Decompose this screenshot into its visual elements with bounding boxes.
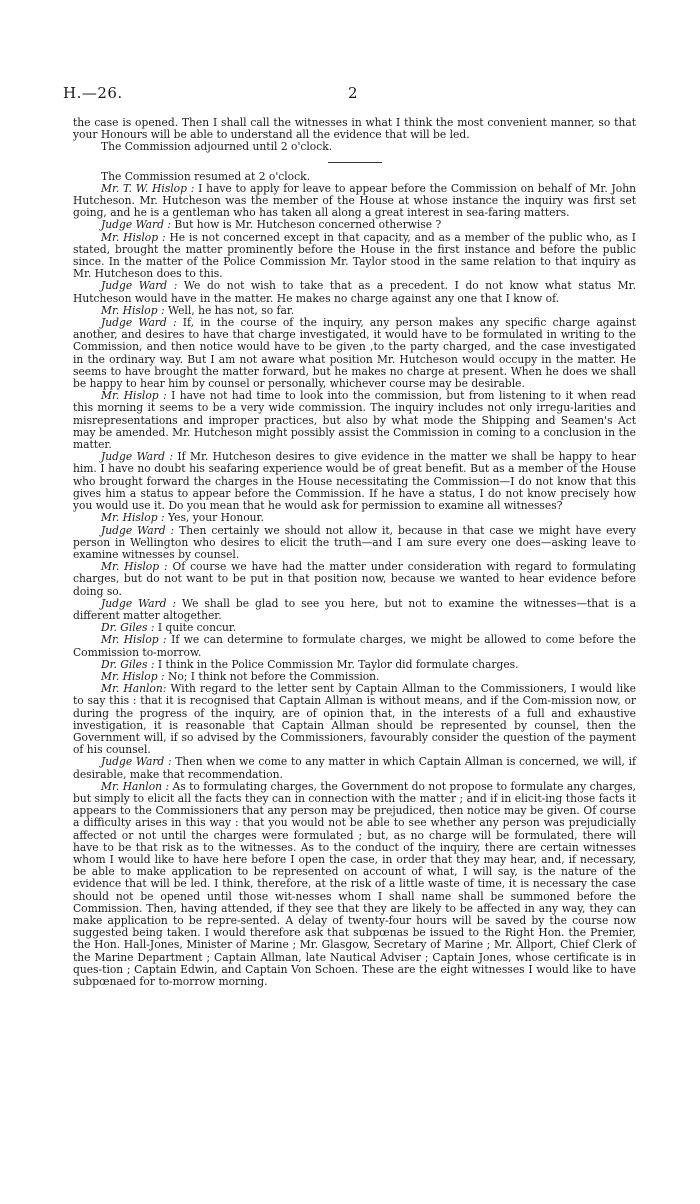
paragraph-text: If we can determine to formulate charges, we might be allowed to come before the Commission to-morrow. — [73, 633, 636, 659]
transcript-paragraph — [73, 525, 636, 562]
paragraph-text: We do not wish to take that as a precedent. I do not know what status Mr. Hutcheson would have in the matter. He makes no charge against any one that I know of. — [73, 279, 636, 305]
transcript-paragraph — [73, 561, 636, 598]
speaker-name: Mr. Hislop : — [101, 511, 165, 525]
paragraph-text: Then when we come to any matter in which Captain Allman is concerned, we will, if desirable, make that recommendation. — [73, 755, 636, 781]
paragraph-text: Well, he has not, so far. — [168, 303, 295, 317]
transcript-paragraph — [73, 117, 636, 141]
speaker-name: Mr. Hislop : — [101, 633, 167, 647]
paragraph-text: If Mr. Hutcheson desires to give evidence in the matter we shall be happy to hear him. I have no doubt his seafaring experience would be of great benefit. But as a member of the House who brought forward the charges in the House necessitating the Commission—I do not know that this gives him a status to appear before the Commission. If he have a status, I do not know precisely how you would use it. Do you mean that he would ask for permission to examine all witnesses? — [73, 450, 636, 513]
speaker-name: Judge Ward : — [101, 316, 177, 330]
transcript-paragraph — [73, 280, 636, 304]
paragraph-text: I think in the Police Commission Mr. Taylor did formulate charges. — [157, 657, 519, 671]
speaker-name: Mr. T. W. Hislop : — [101, 181, 195, 195]
speaker-name: Mr. Hislop : — [101, 389, 167, 403]
document-reference: H.—26. — [63, 84, 123, 102]
page-header — [0, 0, 700, 110]
speaker-name: Judge Ward : — [101, 596, 177, 610]
transcript-paragraph — [73, 141, 636, 153]
paragraph-text: I have not had time to look into the commission, but from listening to it when read this morning it seems to be a very wide commission. The inquiry includes not only irregu-larities and misrepresentations and improper practices, but also by what mode the Shipping and Seamen's Act may be amended. Mr. Hutcheson might possibly assist the Commission in coming to a conclusion in the matter. — [73, 389, 636, 452]
transcript-paragraph — [73, 634, 636, 658]
page-number: 2 — [348, 84, 358, 102]
paragraph-text: If, in the course of the inquiry, any person makes any specific charge against another, and desires to have that charge investigated, it would have to be formulated in writing to the Commission, and then notice would have to be given ,to the party charged, and the case investigated in the ordinary way. But I am not aware what position Mr. Hutcheson would occupy in the matter. He seems to have brought the matter forward, but he makes no charge at present. When he does we shall be happy to hear him by counsel or personally, whichever course may be desirable. — [73, 316, 636, 391]
paragraph-text: I have to apply for leave to appear before the Commission on behalf of Mr. John Hutcheson. Mr. Hutcheson was the member of the House at whose instance the inquiry was first set going, and he is a gentleman who has taken all along a great interest in sea-faring matters. — [73, 181, 636, 220]
speaker-name: Judge Ward : — [101, 218, 171, 232]
paragraph-text: With regard to the letter sent by Captain Allman to the Commissioners, I would like to say this : that it is recognised that Captain Allman is without means, and if the Com-mission now, or during the progress of the inquiry, are of opinion that, in the interests of a full and exhaustive investigation, it is reasonable that Captain Allman should be represented by counsel, then the Government will, if so advised by the Commissioners, favourably consider the question of the payment of his counsel. — [73, 682, 636, 757]
paragraph-text: Of course we have had the matter under consideration with regard to formulating charges, but do not want to be put in that position now, because we wanted to hear evidence before doing so. — [73, 560, 636, 598]
transcript-paragraph — [73, 756, 636, 780]
transcript-paragraph — [73, 683, 636, 756]
transcript-paragraph — [73, 781, 636, 988]
transcript-paragraph — [73, 451, 636, 512]
section-divider — [73, 162, 636, 163]
paragraph-text: But how is Mr. Hutcheson concerned otherwise ? — [174, 218, 442, 232]
paragraph-text: As to formulating charges, the Government do not propose to formulate any charges, but simply to elicit all the facts they can in connection with the matter ; and if in elicit-ing those facts it appears to the Commissioners that any person may be prejudiced, then notice may be given. Of course a difficulty arises in this way : that you would not be able to see whether any person was prejudicially affected or not until the charges were formulated ; but, as no charge will be formulated, there will have to be that risk as to the witnesses. As to the conduct of the inquiry, there are certain witnesses whom I would like to have here before I open the case, in order that they may hear, and, if necessary, be able to make application to be represented on account of what, I will say, is the nature of the evidence that will be led. I think, therefore, at the risk of a little waste of time, it is necessary the case should not be opened until those wit-nesses whom I shall name shall be summoned before the Commission. Then, having attended, if they see that they are likely to be affected in any way, they can make application to be repre-sented. A delay of twenty-four hours will be saved by the course now suggested being taken. I would therefore ask that subpœnas be issued to the Right Hon. the Premier, the Hon. Hall-Jones, Minister of Marine ; Mr. Glasgow, Secretary of Marine ; Mr. Allport, Chief Clerk of the Marine Department ; Captain Allman, late Nautical Adviser ; Captain Jones, whose certificate is in ques-tion ; Captain Edwin, and Captain Von Schoen. These are the eight witnesses I would like to have subpœnaed for to-morrow morning. — [73, 779, 636, 989]
paragraph-text: The Commission adjourned until 2 o'clock. — [101, 140, 333, 154]
speaker-name: Mr. Hanlon: — [101, 682, 167, 696]
transcript-paragraph — [73, 183, 636, 220]
paragraph-text: He is not concerned except in that capacity, and as a member of the public who, as I stated, brought the matter prominently before the House in the first instance and before the public since. In the matter of the Police Commission Mr. Taylor stood in the same relation to that inquiry as Mr. Hutcheson does to this. — [73, 230, 636, 281]
speaker-name: Mr. Hislop : — [101, 230, 166, 244]
speaker-name: Dr. Giles : — [101, 657, 155, 671]
speaker-name: Judge Ward : — [101, 450, 173, 464]
speaker-name: Judge Ward : — [101, 755, 172, 769]
speaker-name: Dr. Giles : — [101, 621, 155, 635]
speaker-name: Mr. Hislop : — [101, 560, 168, 574]
paragraph-text: Yes, your Honour. — [168, 511, 264, 525]
paragraph-text: No; I think not before the Commission. — [168, 669, 380, 683]
paragraph-text: the case is opened. Then I shall call the witnesses in what I think the most convenient manner, so that your Honours will be able to understand all the evidence that will be led. — [73, 116, 636, 142]
transcript-paragraph — [73, 390, 636, 451]
paragraph-text: We shall be glad to see you here, but not to examine the witnesses—that is a different matter altogether. — [73, 596, 637, 622]
speaker-name: Mr. Hislop : — [101, 303, 165, 317]
transcript-paragraph — [73, 598, 636, 622]
transcript-paragraph — [73, 232, 636, 281]
speaker-name: Judge Ward : — [101, 523, 175, 537]
paragraph-text: The Commission resumed at 2 o'clock. — [101, 169, 310, 183]
paragraph-text: Then certainly we should not allow it, because in that case we might have every person in Wellington who desires to elicit the truth—and I am sure every one does—asking leave to examine witnesses by counsel. — [73, 523, 636, 561]
transcript-paragraph — [73, 317, 636, 390]
document-body — [73, 117, 636, 988]
paragraph-text: I quite concur. — [157, 621, 237, 635]
speaker-name: Mr. Hislop : — [101, 669, 165, 683]
speaker-name: Mr. Hanlon : — [101, 779, 170, 793]
speaker-name: Judge Ward : — [101, 279, 178, 293]
